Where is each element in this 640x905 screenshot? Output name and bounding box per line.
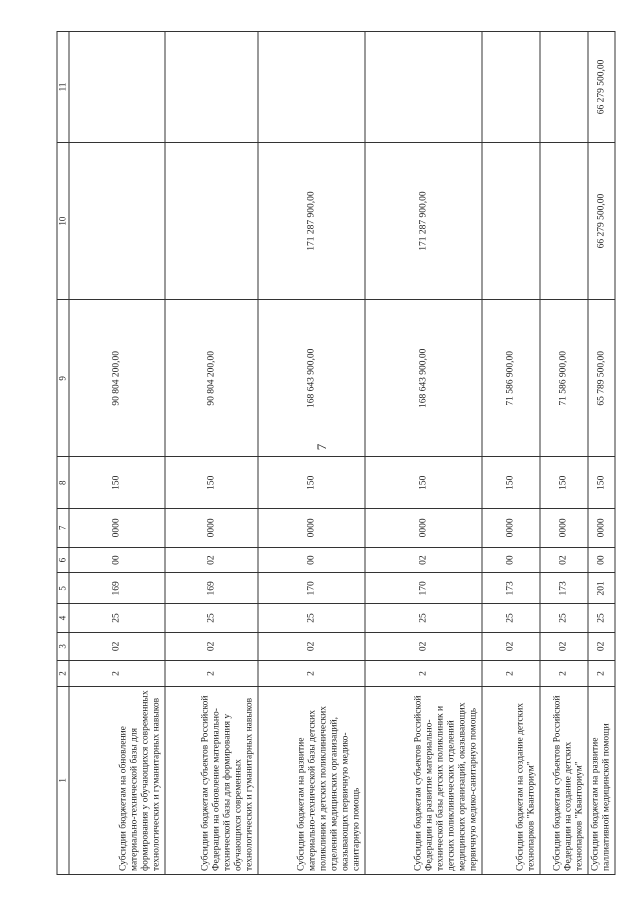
table-row — [69, 32, 165, 875]
amount-cell — [258, 32, 365, 143]
code-cell: 0000 — [588, 509, 615, 548]
code-cell: 173 — [482, 573, 540, 604]
page-number: 7 — [314, 443, 329, 451]
column-header: 3 — [57, 632, 69, 660]
code-cell: 25 — [365, 604, 482, 632]
code-cell: 02 — [165, 632, 258, 660]
amount-cell — [365, 32, 482, 143]
column-header: 7 — [57, 509, 69, 548]
column-header-row — [57, 32, 69, 875]
code-cell: 2 — [165, 661, 258, 687]
code-cell: 150 — [69, 457, 165, 509]
code-cell: 169 — [69, 573, 165, 604]
row-name: Субсидии бюджетам субъектов Российской Федерации на обновление материально-технической базы для формирования у обучающихся современных технологических и гуманитарных навыков — [165, 686, 258, 874]
table-row — [540, 32, 588, 875]
row-name: Субсидии бюджетам на развитие материально-технической базы детских поликлиник и детских поликлинических отделений медицинских организаций, оказывающих первичную медико-санитарную помощь — [258, 686, 365, 874]
code-cell: 0000 — [365, 509, 482, 548]
column-header: 11 — [57, 32, 69, 143]
code-cell: 170 — [365, 573, 482, 604]
table-row — [365, 32, 482, 875]
code-cell: 02 — [540, 632, 588, 660]
table-container — [57, 31, 612, 875]
code-cell: 173 — [540, 573, 588, 604]
code-cell: 25 — [482, 604, 540, 632]
amount-cell — [165, 142, 258, 299]
row-name: Субсидии бюджетам на обновление материально-технической базы для формирования у обучающихся современных технологических и гуманитарных навыков — [69, 686, 165, 874]
code-cell: 02 — [258, 632, 365, 660]
code-cell: 02 — [365, 547, 482, 573]
code-cell: 00 — [69, 547, 165, 573]
table-row — [258, 32, 365, 875]
column-header: 2 — [57, 661, 69, 687]
row-name: Субсидии бюджетам субъектов Российской Федерации на создание детских технопарков "Кванториум" — [540, 686, 588, 874]
amount-cell: 168 643 900,00 — [258, 300, 365, 457]
amount-cell — [482, 142, 540, 299]
code-cell: 00 — [258, 547, 365, 573]
column-header: 5 — [57, 573, 69, 604]
code-cell: 150 — [588, 457, 615, 509]
amount-cell — [69, 142, 165, 299]
amount-cell: 171 287 900,00 — [258, 142, 365, 299]
code-cell: 02 — [165, 547, 258, 573]
amount-cell: 90 804 200,00 — [69, 300, 165, 457]
amount-cell — [540, 32, 588, 143]
code-cell: 2 — [69, 661, 165, 687]
amount-cell — [540, 142, 588, 299]
row-name: Субсидии бюджетам на создание детских технопарков "Кванториум" — [482, 686, 540, 874]
code-cell: 0000 — [258, 509, 365, 548]
code-cell: 150 — [540, 457, 588, 509]
amount-cell — [482, 32, 540, 143]
code-cell: 0000 — [540, 509, 588, 548]
code-cell: 25 — [165, 604, 258, 632]
code-cell: 0000 — [482, 509, 540, 548]
amount-cell: 71 586 900,00 — [540, 300, 588, 457]
code-cell: 0000 — [165, 509, 258, 548]
column-header: 6 — [57, 547, 69, 573]
amount-cell — [69, 32, 165, 143]
code-cell: 2 — [365, 661, 482, 687]
budget-table — [57, 31, 616, 875]
amount-cell: 71 586 900,00 — [482, 300, 540, 457]
amount-cell — [165, 32, 258, 143]
code-cell: 02 — [365, 632, 482, 660]
amount-cell: 66 279 500,00 — [588, 32, 615, 143]
row-name: Субсидии бюджетам на развитие паллиативной медицинской помощи — [588, 686, 615, 874]
code-cell: 2 — [482, 661, 540, 687]
code-cell: 00 — [482, 547, 540, 573]
row-name: Субсидии бюджетам субъектов Российской Федерации на развитие материально-технической базы детских поликлиник и детских поликлинических отделений медицинских организаций, оказывающих первичную медико-санитарную помощь — [365, 686, 482, 874]
code-cell: 170 — [258, 573, 365, 604]
code-cell: 02 — [588, 632, 615, 660]
amount-cell: 65 789 500,00 — [588, 300, 615, 457]
code-cell: 25 — [69, 604, 165, 632]
code-cell: 150 — [365, 457, 482, 509]
column-header: 1 — [57, 686, 69, 874]
code-cell: 201 — [588, 573, 615, 604]
column-header: 10 — [57, 142, 69, 299]
amount-cell: 168 643 900,00 — [365, 300, 482, 457]
code-cell: 150 — [482, 457, 540, 509]
code-cell: 02 — [69, 632, 165, 660]
amount-cell: 66 279 500,00 — [588, 142, 615, 299]
code-cell: 02 — [482, 632, 540, 660]
table-row — [165, 32, 258, 875]
table-row — [588, 32, 615, 875]
code-cell: 25 — [588, 604, 615, 632]
amount-cell: 90 804 200,00 — [165, 300, 258, 457]
column-header: 4 — [57, 604, 69, 632]
code-cell: 02 — [540, 547, 588, 573]
code-cell: 169 — [165, 573, 258, 604]
code-cell: 0000 — [69, 509, 165, 548]
column-header: 9 — [57, 300, 69, 457]
code-cell: 25 — [258, 604, 365, 632]
amount-cell: 171 287 900,00 — [365, 142, 482, 299]
code-cell: 25 — [540, 604, 588, 632]
code-cell: 00 — [588, 547, 615, 573]
code-cell: 2 — [258, 661, 365, 687]
column-header: 8 — [57, 457, 69, 509]
code-cell: 2 — [588, 661, 615, 687]
code-cell: 2 — [540, 661, 588, 687]
table-row — [482, 32, 540, 875]
code-cell: 150 — [165, 457, 258, 509]
code-cell: 150 — [258, 457, 365, 509]
